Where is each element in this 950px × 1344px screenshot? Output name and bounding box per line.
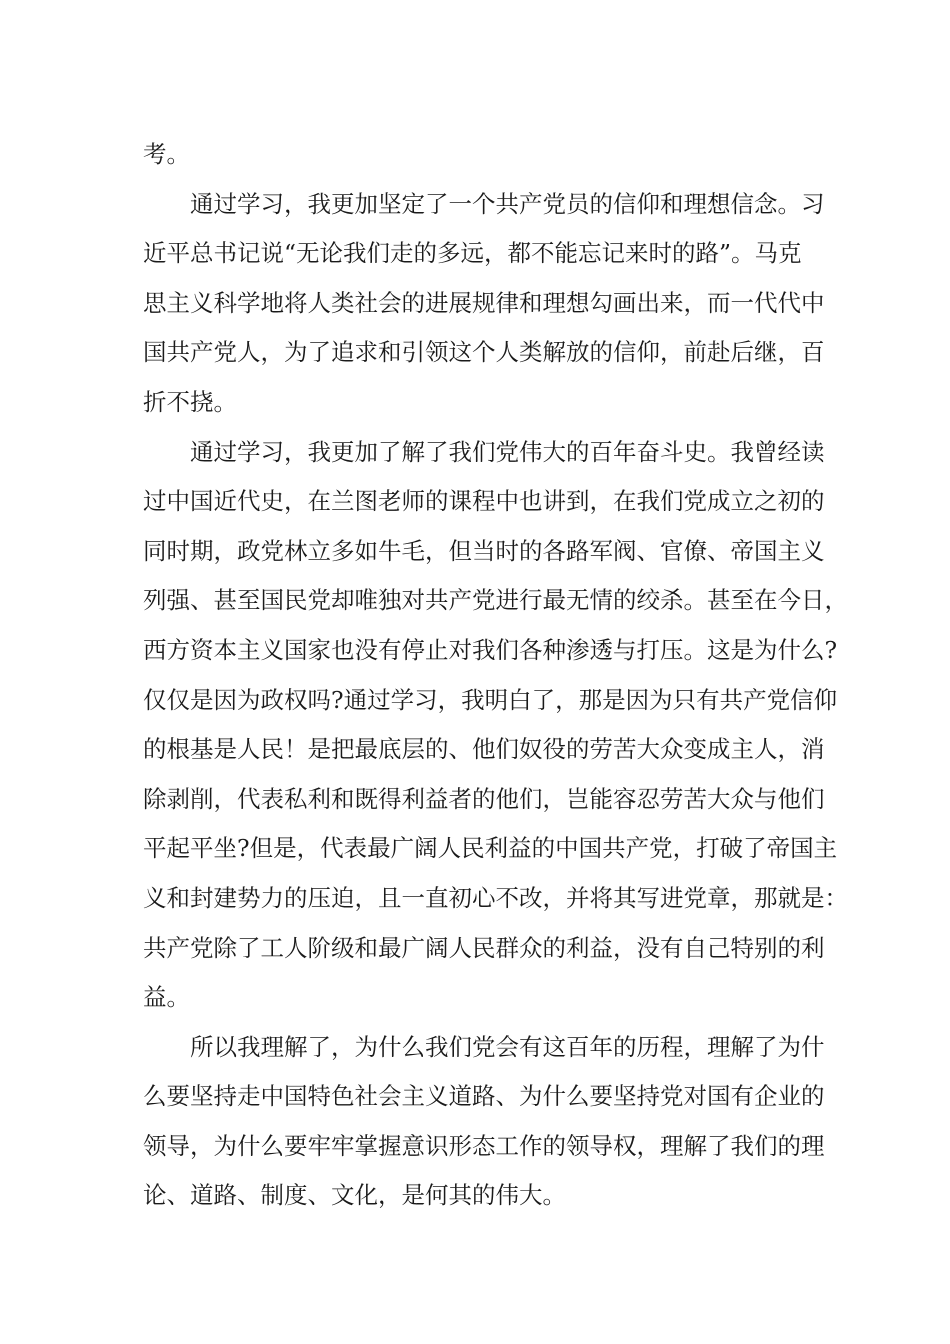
text-line: 过中国近代史，在兰图老师的课程中也讲到，在我们党成立之初的 [143,487,825,516]
text-line: 思主义科学地将人类社会的进展规律和理想勾画出来，而一代代中 [143,288,825,317]
text-line: 折不挠。 [143,387,237,416]
text-line: 仅仅是因为政权吗?通过学习，我明白了，那是因为只有共产党信仰 [143,685,838,714]
text-line: 益。 [143,983,190,1012]
paragraph [143,428,848,1023]
text-line: 除剥削，代表私利和既得利益者的他们，岂能容忍劳苦大众与他们 [143,784,825,813]
text-line: 西方资本主义国家也没有停止对我们各种渗透与打压。这是为什么? [143,635,838,664]
text-line: 共产党除了工人阶级和最广阔人民群众的利益，没有自己特别的利 [143,933,825,962]
text-line: 平起平坐?但是，代表最广阔人民利益的中国共产党，打破了帝国主 [143,834,838,863]
text-line: 考。 [143,140,190,168]
text-line: 义和封建势力的压迫，且一直初心不改，并将其写进党章，那就是： [143,883,848,912]
text-line: 的根基是人民！是把最底层的、他们奴役的劳苦大众变成主人，消 [143,735,825,764]
text-line: 同时期，政党林立多如牛毛，但当时的各路军阀、官僚、帝国主义 [143,536,825,565]
text-line: 通过学习，我更加坚定了一个共产党员的信仰和理想信念。习 [190,189,825,218]
text-line: 列强、甚至国民党却唯独对共产党进行最无情的绞杀。甚至在今日， [143,586,848,615]
paragraph [143,180,823,428]
text-line: 国共产党人，为了追求和引领这个人类解放的信仰，前赴后继，百 [143,338,825,367]
text-line: 近平总书记说“无论我们走的多远，都不能忘记来时的路”。马克 [143,239,802,268]
document-body [143,130,848,1221]
text-line: 么要坚持走中国特色社会主义道路、为什么要坚持党对国有企业的 [143,1082,825,1111]
paragraph [143,1023,823,1221]
text-line: 论、道路、制度、文化，是何其的伟大。 [143,1181,566,1210]
paragraph [143,130,823,180]
text-line: 通过学习，我更加了解了我们党伟大的百年奋斗史。我曾经读 [190,437,825,466]
text-line: 所以我理解了，为什么我们党会有这百年的历程，理解了为什 [190,1032,825,1061]
text-line: 领导，为什么要牢牢掌握意识形态工作的领导权，理解了我们的理 [143,1131,825,1160]
